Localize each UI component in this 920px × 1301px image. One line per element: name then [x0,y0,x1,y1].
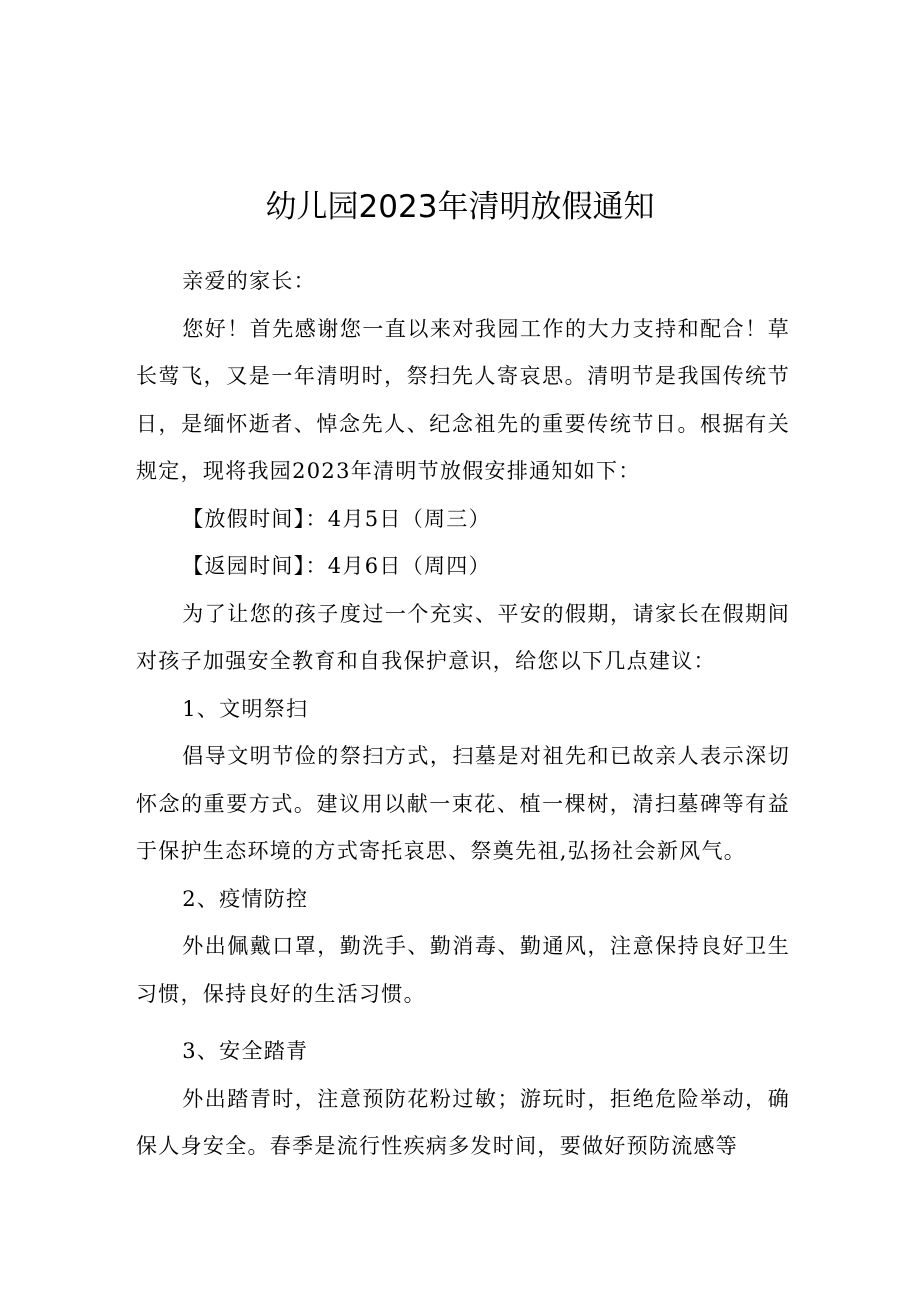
suggestions-intro: 为了让您的孩子度过一个充实、平安的假期，请家长在假期间对孩子加强安全教育和自我保护意识，给您以下几点建议： [136,601,790,673]
greeting-paragraph: 您好！首先感谢您一直以来对我园工作的大力支持和配合！草长莺飞，又是一年清明时，祭扫先人寄哀思。清明节是我国传统节日，是缅怀逝者、悼念先人、纪念祖先的重要传统节日。根据有关规定，现将我园2023年清明节放假安排通知如下： [136,316,790,483]
section-body-1: 倡导文明节俭的祭扫方式，扫墓是对祖先和已故亲人表示深切怀念的重要方式。建议用以献一束花、植一棵树，清扫墓碑等有益于保护生态环境的方式寄托哀思、祭奠先祖,弘扬社会新风气。 [136,744,790,863]
section-heading-1: 1、文明祭扫 [182,696,309,721]
section-heading-2: 2、疫情防控 [182,886,309,911]
section-body-2: 外出佩戴口罩，勤洗手、勤消毒、勤通风，注意保持良好卫生习惯，保持良好的生活习惯。 [136,934,790,1006]
holiday-time: 【放假时间】：4月5日（周三） [182,506,491,531]
section-body-3: 外出踏青时，注意预防花粉过敏；游玩时，拒绝危险举动，确保人身安全。春季是流行性疾病多发时间，要做好预防流感等 [136,1086,790,1158]
section-heading-3: 3、安全踏青 [182,1039,309,1063]
document-title: 幼儿园2023年清明放假通知 [265,188,655,225]
salutation: 亲爱的家长： [182,269,316,293]
document-body [136,258,790,1171]
return-time: 【返园时间】：4月6日（周四） [182,554,491,578]
